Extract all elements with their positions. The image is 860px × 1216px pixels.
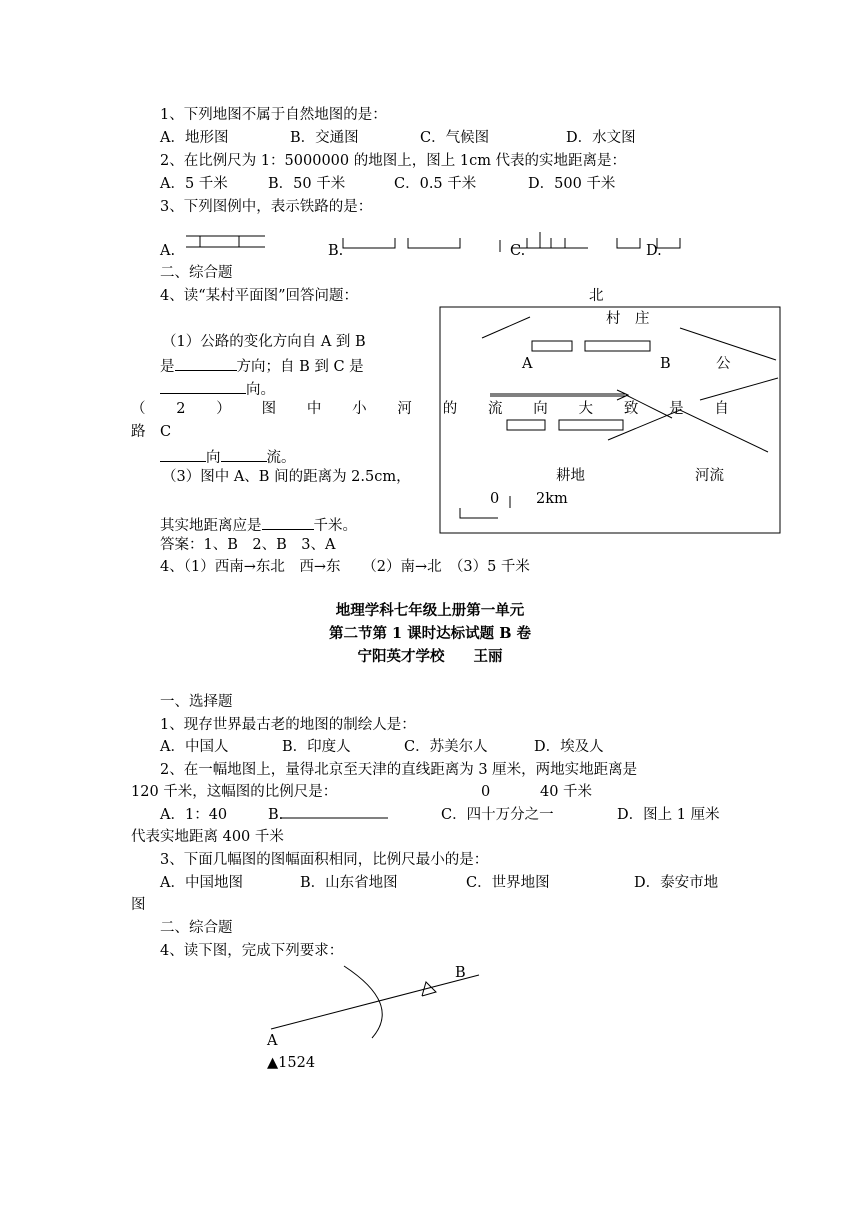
q2-option-d: D．500 千米: [528, 176, 616, 192]
map-flow-arrow: [490, 390, 628, 400]
b-q3-option-d-line1: D．泰安市地: [634, 875, 719, 891]
b-q2-option-b: B.: [268, 807, 284, 823]
q4-part3-line1: （3）图中 A、B 间的距离为 2.5cm，: [162, 469, 411, 485]
map-scale-zero: 0: [490, 491, 500, 507]
title-line-3: 宁阳英才学校 王丽: [357, 648, 503, 665]
q4-part2-char: 向: [533, 401, 548, 417]
q4-part3-text-b: 千米。: [313, 518, 357, 534]
legend-b-icon: [343, 238, 460, 248]
b-q2-stem-line1: 2、在一幅地图上，量得北京至天津的直线距离为 3 厘米，两地实地距离是: [160, 762, 638, 778]
q3-option-b: B.: [328, 243, 344, 259]
q4-part2-char: 大: [578, 401, 594, 417]
q4-part3-text-a: 其实地距离应是: [160, 518, 262, 534]
b-q1-option-a: A．中国人: [160, 739, 229, 755]
q3-option-d: D.: [646, 243, 662, 259]
map-river-label: 河流: [695, 468, 724, 484]
q4-part2-char: 致: [623, 401, 639, 417]
q2-stem: 2、在比例尺为 1：5000000 的地图上，图上 1cm 代表的实地距离是：: [160, 153, 627, 169]
map-farmland-label: 耕地: [556, 468, 585, 484]
map-village-label: 村 庄: [606, 311, 650, 327]
q3-stem: 3、下列图例中，表示铁路的是：: [160, 199, 373, 215]
b-q1-stem: 1、现存世界最古老的地图的制绘人是：: [160, 717, 416, 733]
q4-part1-text-c: 向。: [246, 382, 275, 398]
map-road-right: [700, 378, 778, 400]
q4-part2-char: 2: [176, 401, 186, 417]
map-field: [559, 420, 623, 430]
map-scale-distance: 2km: [536, 491, 568, 507]
q4-part2-char: 小: [352, 401, 367, 417]
b-q2-scale-zero: 0: [481, 784, 491, 800]
answer-line-1: 答案：1、B 2、B 3、A: [160, 537, 336, 553]
map-road-label: 公: [716, 356, 731, 372]
b-q3-option-d-line2: 图: [131, 897, 146, 913]
q4-part2-char: 河: [397, 401, 412, 417]
q4-part2-char: 流: [487, 401, 503, 417]
b-q1-option-c: C．苏美尔人: [404, 739, 488, 755]
b-q4-diagram: [271, 966, 479, 1038]
b-q3-option-a: A．中国地图: [160, 875, 243, 891]
map-house: [585, 341, 650, 351]
q1-option-a: A．地形图: [160, 130, 229, 146]
q4-part1-text-a: 是: [160, 359, 175, 375]
map-point-a: A: [522, 356, 533, 372]
line-a-to-b: [271, 975, 479, 1029]
q4-part2-line2: 路 C: [131, 424, 172, 440]
b-q3-option-b: B．山东省地图: [300, 875, 398, 891]
b-q1-option-d: D．埃及人: [534, 739, 604, 755]
q4-part2-char: （: [131, 401, 146, 417]
village-map: [440, 307, 780, 533]
map-river: [608, 410, 768, 452]
b-q4-peak-elevation: ▲1524: [267, 1055, 316, 1071]
map-house: [532, 341, 572, 351]
q4-part2-char: 是: [669, 401, 684, 417]
b-q2-scale-distance: 40 千米: [540, 784, 593, 800]
q4-part2-char: 中: [306, 401, 322, 417]
q1-option-d: D．水文图: [566, 130, 636, 146]
q4-part2-text-a: 向: [206, 450, 221, 466]
section-comprehensive: 二、综合题: [160, 265, 233, 281]
legend-a-railway-icon: [186, 236, 265, 247]
map-road-lower: [623, 395, 672, 418]
q4-part2-char: 的: [442, 401, 458, 417]
b-q4-stem: 4、读下图，完成下列要求：: [160, 943, 344, 959]
q1-option-c: C．气候图: [420, 130, 490, 146]
b-q4-point-a: A: [267, 1033, 278, 1049]
legend-c-icon: [500, 232, 588, 252]
map-north-label: 北: [589, 288, 604, 304]
q4-stem: 4、读“某村平面图”回答问题：: [160, 288, 359, 304]
b-q2-option-c: C．四十万分之一: [441, 807, 554, 823]
b-q2-option-d-line1: D．图上 1 厘米: [617, 807, 720, 823]
b-q1-option-b: B．印度人: [282, 739, 351, 755]
small-triangle-icon: [422, 982, 436, 996]
q4-part1-line1: （1）公路的变化方向自 A 到 B: [162, 334, 366, 350]
q2-option-b: B．50 千米: [268, 176, 346, 192]
map-road-upper-right: [680, 328, 776, 360]
b-q3-option-c: C．世界地图: [466, 875, 550, 891]
q4-part2-char: 自: [714, 401, 729, 417]
q1-option-b: B．交通图: [290, 130, 359, 146]
b-q2-option-a: A．1：40: [160, 807, 228, 823]
section-comprehensive-b: 二、综合题: [160, 920, 233, 936]
map-road-upper-left: [482, 317, 530, 338]
q2-option-a: A．5 千米: [160, 176, 228, 192]
q3-option-a: A.: [160, 243, 176, 259]
b-q4-point-b: B: [455, 965, 466, 981]
q4-part2-text-b: 流。: [266, 450, 296, 466]
answer-line-2: 4、（1）西南→东北 西→东 （2）南→北 （3）5 千米: [160, 559, 530, 575]
section-choice: 一、选择题: [160, 694, 233, 710]
map-point-b: B: [660, 356, 671, 372]
b-q3-stem: 3、下面几幅图的图幅面积相同，比例尺最小的是：: [160, 852, 489, 868]
q4-part1-text-b: 方向；自 B 到 C 是: [236, 359, 364, 375]
map-scale-bar: [460, 508, 498, 518]
q4-part2-char: 图: [261, 401, 277, 417]
q1-stem: 1、下列地图不属于自然地图的是：: [160, 107, 387, 123]
b-q2-option-d-line2: 代表实地距离 400 千米: [131, 829, 284, 845]
map-field: [507, 420, 545, 430]
legend-d-icon: [617, 238, 680, 248]
q4-part2-char: ）: [216, 401, 231, 417]
title-line-1: 地理学科七年级上册第一单元: [335, 602, 525, 619]
b-q2-stem-line2: 120 千米，这幅图的比例尺是：: [131, 784, 338, 800]
q2-option-c: C．0.5 千米: [394, 176, 477, 192]
title-line-2: 第二节第 1 课时达标试题 B 卷: [328, 625, 532, 642]
q3-option-c: C.: [510, 243, 526, 259]
